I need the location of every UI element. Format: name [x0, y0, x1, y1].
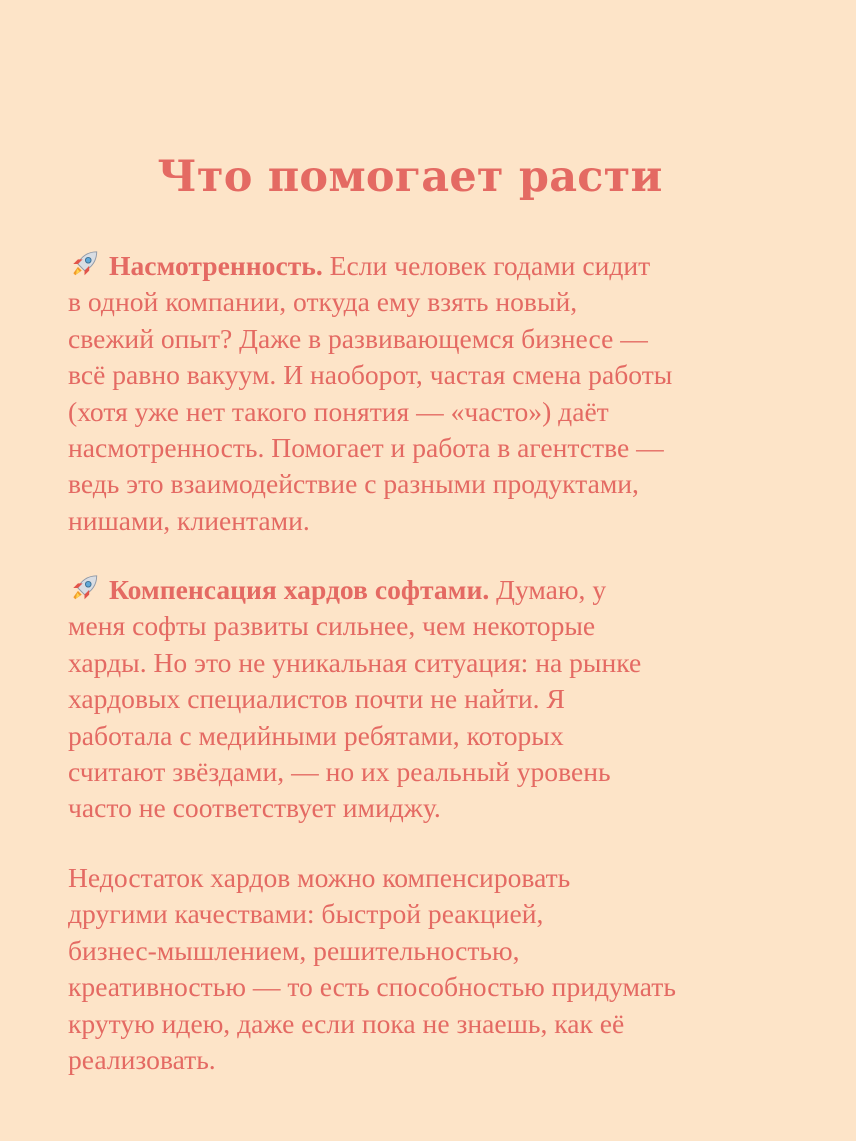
closing-line: крутую идею, даже если пока не знаешь, как её — [68, 1007, 625, 1039]
section-first-line — [68, 572, 798, 608]
section-text: Думаю, у — [489, 574, 607, 605]
section-line: харды. Но это не уникальная ситуация: на рынке — [68, 646, 642, 678]
section-line: считают звёздами, — но их реальный уровень — [68, 756, 611, 788]
section-line: часто не соответствует имиджу. — [68, 792, 441, 824]
section-line: всё равно вакуум. И наоборот, частая смена работы — [68, 359, 673, 391]
closing-line: бизнес-мышлением, решительностью, — [68, 934, 520, 966]
rocket-icon — [68, 573, 101, 603]
closing-line: креативностью — то есть способностью придумать — [68, 971, 676, 1003]
section-line: насмотренность. Помогает и работа в агентстве — — [68, 432, 664, 464]
section-kompensatsiya — [68, 572, 798, 827]
section-line: нишами, клиентами. — [68, 504, 310, 536]
closing-line: реализовать. — [68, 1044, 216, 1076]
section-line: в одной компании, откуда ему взять новый, — [68, 286, 578, 318]
closing-line: Недостаток хардов можно компенсировать — [68, 862, 571, 893]
section-line: свежий опыт? Даже в развивающемся бизнесе — — [68, 322, 648, 354]
section-text: Если человек годами сидит — [322, 250, 651, 281]
section-heading: Насмотренность. — [109, 250, 323, 281]
section-line: хардовых специалистов почти не найти. Я — [68, 683, 565, 715]
section-line: (хотя уже нет такого понятия — «часто») даёт — [68, 395, 609, 427]
closing-paragraph — [68, 860, 798, 1078]
page-title: Что помогает расти — [157, 152, 663, 202]
section-heading: Компенсация хардов софтами. — [109, 574, 490, 605]
section-line: меня софты развиты сильнее, чем некоторые — [68, 610, 596, 642]
section-first-line — [68, 248, 798, 284]
section-nasmotrennost — [68, 248, 798, 539]
section-line: ведь это взаимодействие с разными продуктами, — [68, 468, 639, 500]
rocket-icon — [68, 249, 101, 279]
section-line: работала с медийными ребятами, которых — [68, 719, 564, 751]
closing-line: другими качествами: быстрой реакцией, — [68, 898, 544, 930]
